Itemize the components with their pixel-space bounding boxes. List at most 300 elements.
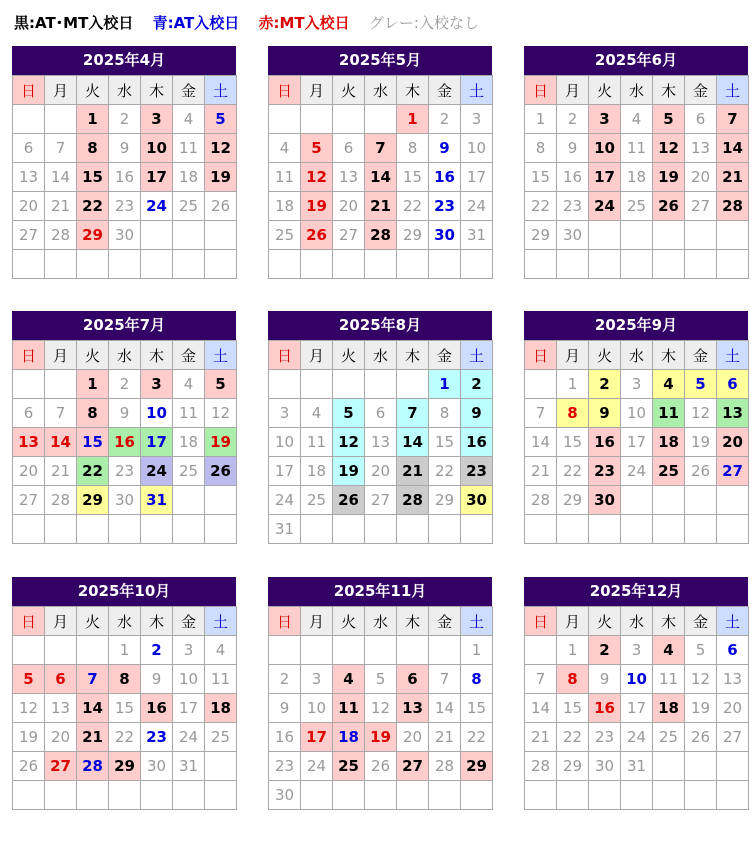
- legend-black: 黒:AT･MT入校日: [14, 14, 134, 32]
- day-cell: 4: [173, 105, 205, 134]
- empty-cell: [653, 486, 685, 515]
- day-cell-enrollment: 22: [77, 192, 109, 221]
- day-cell-enrollment: 18: [653, 428, 685, 457]
- weekday-header: 土: [205, 76, 237, 105]
- day-cell-enrollment: 3: [589, 105, 621, 134]
- day-cell: 18: [269, 192, 301, 221]
- day-cell: 26: [13, 752, 45, 781]
- weekday-header: 月: [301, 76, 333, 105]
- day-cell-enrollment: 27: [717, 457, 749, 486]
- day-cell-enrollment: 1: [429, 370, 461, 399]
- empty-cell: [205, 781, 237, 810]
- day-cell: 30: [269, 781, 301, 810]
- day-cell-enrollment: 13: [397, 694, 429, 723]
- weekday-header-row: [269, 607, 493, 636]
- day-cell: 24: [173, 723, 205, 752]
- week-row: [269, 221, 493, 250]
- empty-cell: [397, 636, 429, 665]
- weekday-header: 火: [77, 607, 109, 636]
- day-cell: 25: [621, 192, 653, 221]
- week-row: [269, 636, 493, 665]
- day-cell: 27: [685, 192, 717, 221]
- day-cell: 9: [109, 134, 141, 163]
- day-cell: 21: [429, 723, 461, 752]
- day-cell: 27: [333, 221, 365, 250]
- empty-cell: [205, 486, 237, 515]
- month-calendar: [12, 311, 236, 544]
- empty-cell: [45, 636, 77, 665]
- day-cell-enrollment: 8: [77, 134, 109, 163]
- day-cell: 14: [429, 694, 461, 723]
- empty-cell: [621, 250, 653, 279]
- day-cell: 2: [269, 665, 301, 694]
- empty-cell: [557, 781, 589, 810]
- weekday-header: 日: [269, 76, 301, 105]
- empty-cell: [13, 105, 45, 134]
- empty-cell: [429, 781, 461, 810]
- empty-cell: [397, 250, 429, 279]
- day-cell: 3: [173, 636, 205, 665]
- weekday-header-row: [269, 341, 493, 370]
- empty-cell: [333, 636, 365, 665]
- empty-cell: [621, 781, 653, 810]
- day-cell-enrollment: 11: [653, 399, 685, 428]
- day-cell: 25: [173, 192, 205, 221]
- empty-cell: [77, 250, 109, 279]
- week-row: [269, 665, 493, 694]
- weekday-header: 金: [429, 341, 461, 370]
- day-cell: 10: [269, 428, 301, 457]
- weekday-header: 木: [397, 76, 429, 105]
- week-row: [13, 163, 237, 192]
- month-calendar: [524, 311, 748, 544]
- week-row: [269, 134, 493, 163]
- day-cell-enrollment: 30: [429, 221, 461, 250]
- day-cell: 22: [397, 192, 429, 221]
- weekday-header: 木: [653, 607, 685, 636]
- month-calendar: [524, 46, 748, 279]
- empty-cell: [685, 752, 717, 781]
- empty-cell: [301, 370, 333, 399]
- day-cell: 19: [685, 428, 717, 457]
- day-cell: 21: [45, 457, 77, 486]
- day-cell: 7: [45, 134, 77, 163]
- empty-cell: [141, 781, 173, 810]
- day-cell-enrollment: 16: [109, 428, 141, 457]
- weekday-header-row: [525, 607, 749, 636]
- month-title: 2025年5月: [268, 46, 492, 75]
- day-cell: 10: [173, 665, 205, 694]
- day-cell-enrollment: 4: [333, 665, 365, 694]
- day-cell: 8: [525, 134, 557, 163]
- day-cell-enrollment: 10: [621, 665, 653, 694]
- day-cell-enrollment: 30: [461, 486, 493, 515]
- weekday-header: 土: [205, 341, 237, 370]
- day-cell-enrollment: 14: [717, 134, 749, 163]
- day-cell: 25: [269, 221, 301, 250]
- weekday-header: 水: [621, 607, 653, 636]
- week-row: [525, 105, 749, 134]
- day-cell-enrollment: 18: [653, 694, 685, 723]
- day-cell: 11: [653, 665, 685, 694]
- week-row: [13, 781, 237, 810]
- weekday-header: 木: [653, 76, 685, 105]
- week-row: [525, 694, 749, 723]
- day-cell: 23: [109, 457, 141, 486]
- weekday-header-row: [525, 76, 749, 105]
- weekday-header: 水: [621, 76, 653, 105]
- day-cell: 13: [685, 134, 717, 163]
- day-cell-enrollment: 3: [141, 105, 173, 134]
- day-cell: 23: [589, 723, 621, 752]
- day-cell: 6: [13, 399, 45, 428]
- day-cell: 21: [45, 192, 77, 221]
- weekday-header: 月: [45, 76, 77, 105]
- day-cell: 31: [461, 221, 493, 250]
- day-cell-enrollment: 16: [461, 428, 493, 457]
- weekday-header: 木: [653, 341, 685, 370]
- empty-cell: [333, 105, 365, 134]
- day-cell-enrollment: 28: [77, 752, 109, 781]
- weekday-header: 月: [45, 341, 77, 370]
- day-cell: 11: [173, 134, 205, 163]
- day-cell: 20: [13, 457, 45, 486]
- day-cell: 14: [525, 428, 557, 457]
- day-cell: 18: [301, 457, 333, 486]
- day-cell: 10: [301, 694, 333, 723]
- empty-cell: [429, 250, 461, 279]
- week-row: [13, 723, 237, 752]
- day-cell: 11: [269, 163, 301, 192]
- day-cell-enrollment: 29: [77, 486, 109, 515]
- day-cell-enrollment: 23: [461, 457, 493, 486]
- weekday-header-row: [13, 341, 237, 370]
- month-day-grid: [524, 340, 749, 544]
- week-row: [525, 221, 749, 250]
- day-cell-enrollment: 6: [717, 370, 749, 399]
- day-cell: 14: [525, 694, 557, 723]
- day-cell-enrollment: 12: [653, 134, 685, 163]
- weekday-header-row: [525, 341, 749, 370]
- weekday-header: 水: [365, 341, 397, 370]
- week-row: [13, 428, 237, 457]
- day-cell-enrollment: 15: [77, 163, 109, 192]
- weekday-header: 月: [301, 607, 333, 636]
- day-cell-enrollment: 28: [365, 221, 397, 250]
- week-row: [269, 723, 493, 752]
- day-cell: 13: [717, 665, 749, 694]
- day-cell: 5: [685, 636, 717, 665]
- day-cell: 4: [269, 134, 301, 163]
- day-cell-enrollment: 21: [397, 457, 429, 486]
- empty-cell: [77, 781, 109, 810]
- day-cell: 30: [589, 752, 621, 781]
- weekday-header: 土: [461, 341, 493, 370]
- week-row: [269, 486, 493, 515]
- empty-cell: [301, 105, 333, 134]
- month-day-grid: [268, 340, 493, 544]
- day-cell-enrollment: 2: [589, 370, 621, 399]
- week-row: [13, 105, 237, 134]
- day-cell-enrollment: 20: [717, 428, 749, 457]
- week-row: [13, 250, 237, 279]
- month-title: 2025年4月: [12, 46, 236, 75]
- day-cell: 30: [141, 752, 173, 781]
- week-row: [13, 515, 237, 544]
- empty-cell: [461, 250, 493, 279]
- empty-cell: [205, 515, 237, 544]
- day-cell: 28: [45, 486, 77, 515]
- day-cell: 24: [301, 752, 333, 781]
- day-cell: 2: [429, 105, 461, 134]
- day-cell-enrollment: 19: [333, 457, 365, 486]
- day-cell-enrollment: 9: [461, 399, 493, 428]
- day-cell: 17: [173, 694, 205, 723]
- weekday-header: 水: [621, 341, 653, 370]
- empty-cell: [525, 781, 557, 810]
- week-row: [525, 192, 749, 221]
- weekday-header: 金: [173, 607, 205, 636]
- empty-cell: [525, 370, 557, 399]
- week-row: [525, 250, 749, 279]
- weekday-header: 水: [109, 76, 141, 105]
- empty-cell: [269, 636, 301, 665]
- day-cell: 20: [45, 723, 77, 752]
- empty-cell: [717, 486, 749, 515]
- empty-cell: [621, 221, 653, 250]
- empty-cell: [173, 221, 205, 250]
- day-cell-enrollment: 17: [141, 163, 173, 192]
- empty-cell: [13, 515, 45, 544]
- empty-cell: [109, 781, 141, 810]
- week-row: [525, 457, 749, 486]
- empty-cell: [13, 781, 45, 810]
- day-cell: 15: [397, 163, 429, 192]
- empty-cell: [685, 781, 717, 810]
- day-cell: 17: [461, 163, 493, 192]
- day-cell-enrollment: 28: [717, 192, 749, 221]
- week-row: [269, 428, 493, 457]
- day-cell: 20: [685, 163, 717, 192]
- day-cell: 2: [109, 370, 141, 399]
- empty-cell: [717, 752, 749, 781]
- empty-cell: [525, 515, 557, 544]
- empty-cell: [45, 515, 77, 544]
- week-row: [525, 399, 749, 428]
- empty-cell: [557, 515, 589, 544]
- month-calendar: [524, 577, 748, 810]
- weekday-header: 金: [173, 76, 205, 105]
- day-cell: 4: [301, 399, 333, 428]
- legend: [14, 10, 493, 36]
- day-cell: 28: [525, 752, 557, 781]
- week-row: [269, 781, 493, 810]
- week-row: [269, 752, 493, 781]
- day-cell: 7: [45, 399, 77, 428]
- day-cell-enrollment: 13: [13, 428, 45, 457]
- day-cell: 18: [173, 428, 205, 457]
- day-cell: 13: [365, 428, 397, 457]
- weekday-header: 日: [525, 341, 557, 370]
- day-cell-enrollment: 21: [365, 192, 397, 221]
- empty-cell: [173, 486, 205, 515]
- day-cell: 12: [13, 694, 45, 723]
- empty-cell: [653, 250, 685, 279]
- day-cell: 31: [173, 752, 205, 781]
- weekday-header: 火: [77, 341, 109, 370]
- week-row: [13, 752, 237, 781]
- day-cell: 17: [269, 457, 301, 486]
- empty-cell: [653, 221, 685, 250]
- month-calendar: [268, 46, 492, 279]
- day-cell: 1: [461, 636, 493, 665]
- day-cell-enrollment: 2: [589, 636, 621, 665]
- day-cell-enrollment: 8: [461, 665, 493, 694]
- day-cell-enrollment: 7: [365, 134, 397, 163]
- day-cell: 15: [429, 428, 461, 457]
- weekday-header: 月: [45, 607, 77, 636]
- day-cell: 31: [621, 752, 653, 781]
- day-cell: 15: [557, 694, 589, 723]
- empty-cell: [109, 250, 141, 279]
- day-cell: 16: [109, 163, 141, 192]
- day-cell-enrollment: 26: [205, 457, 237, 486]
- day-cell: 22: [109, 723, 141, 752]
- weekday-header: 月: [557, 76, 589, 105]
- weekday-header: 木: [141, 607, 173, 636]
- weekday-header: 日: [13, 341, 45, 370]
- day-cell-enrollment: 7: [397, 399, 429, 428]
- day-cell: 12: [365, 694, 397, 723]
- day-cell: 30: [109, 486, 141, 515]
- month-title: 2025年12月: [524, 577, 748, 606]
- month-day-grid: [12, 606, 237, 810]
- month-day-grid: [524, 606, 749, 810]
- empty-cell: [301, 250, 333, 279]
- day-cell: 11: [301, 428, 333, 457]
- empty-cell: [77, 636, 109, 665]
- day-cell: 21: [525, 723, 557, 752]
- weekday-header: 日: [525, 76, 557, 105]
- week-row: [269, 694, 493, 723]
- empty-cell: [301, 515, 333, 544]
- day-cell-enrollment: 1: [397, 105, 429, 134]
- day-cell-enrollment: 10: [141, 399, 173, 428]
- weekday-header: 土: [717, 341, 749, 370]
- day-cell-enrollment: 6: [717, 636, 749, 665]
- day-cell: 15: [525, 163, 557, 192]
- day-cell-enrollment: 19: [301, 192, 333, 221]
- day-cell: 11: [205, 665, 237, 694]
- day-cell: 15: [109, 694, 141, 723]
- day-cell: 22: [429, 457, 461, 486]
- day-cell: 18: [621, 163, 653, 192]
- weekday-header: 日: [269, 341, 301, 370]
- month-title: 2025年10月: [12, 577, 236, 606]
- day-cell-enrollment: 17: [589, 163, 621, 192]
- empty-cell: [653, 515, 685, 544]
- day-cell: 28: [429, 752, 461, 781]
- empty-cell: [685, 486, 717, 515]
- empty-cell: [557, 250, 589, 279]
- weekday-header: 金: [429, 76, 461, 105]
- weekday-header: 火: [333, 76, 365, 105]
- empty-cell: [397, 515, 429, 544]
- month-title: 2025年6月: [524, 46, 748, 75]
- day-cell: 3: [461, 105, 493, 134]
- day-cell-enrollment: 24: [141, 192, 173, 221]
- week-row: [269, 399, 493, 428]
- legend-red: 赤:MT入校日: [258, 14, 350, 32]
- day-cell: 24: [269, 486, 301, 515]
- day-cell: 23: [109, 192, 141, 221]
- empty-cell: [141, 515, 173, 544]
- day-cell: 2: [109, 105, 141, 134]
- day-cell-enrollment: 1: [77, 370, 109, 399]
- weekday-header: 金: [173, 341, 205, 370]
- empty-cell: [109, 515, 141, 544]
- day-cell-enrollment: 24: [589, 192, 621, 221]
- day-cell: 24: [621, 723, 653, 752]
- empty-cell: [45, 105, 77, 134]
- day-cell: 24: [461, 192, 493, 221]
- week-row: [269, 250, 493, 279]
- day-cell-enrollment: 10: [589, 134, 621, 163]
- day-cell-enrollment: 7: [77, 665, 109, 694]
- weekday-header: 水: [365, 76, 397, 105]
- day-cell-enrollment: 13: [717, 399, 749, 428]
- weekday-header: 水: [109, 607, 141, 636]
- day-cell-enrollment: 9: [429, 134, 461, 163]
- day-cell: 20: [333, 192, 365, 221]
- day-cell-enrollment: 19: [653, 163, 685, 192]
- empty-cell: [653, 781, 685, 810]
- day-cell-enrollment: 19: [365, 723, 397, 752]
- day-cell-enrollment: 2: [141, 636, 173, 665]
- day-cell: 16: [557, 163, 589, 192]
- day-cell: 29: [557, 486, 589, 515]
- weekday-header: 木: [141, 76, 173, 105]
- month-title: 2025年9月: [524, 311, 748, 340]
- empty-cell: [365, 515, 397, 544]
- day-cell-enrollment: 12: [301, 163, 333, 192]
- empty-cell: [717, 781, 749, 810]
- day-cell: 30: [109, 221, 141, 250]
- day-cell: 1: [557, 370, 589, 399]
- day-cell-enrollment: 4: [653, 636, 685, 665]
- empty-cell: [621, 515, 653, 544]
- day-cell-enrollment: 5: [653, 105, 685, 134]
- month-day-grid: [268, 606, 493, 810]
- day-cell: 3: [269, 399, 301, 428]
- day-cell: 4: [621, 105, 653, 134]
- day-cell: 3: [621, 370, 653, 399]
- day-cell: 6: [13, 134, 45, 163]
- week-row: [269, 105, 493, 134]
- day-cell-enrollment: 28: [397, 486, 429, 515]
- month-title: 2025年8月: [268, 311, 492, 340]
- day-cell: 25: [205, 723, 237, 752]
- day-cell-enrollment: 2: [461, 370, 493, 399]
- day-cell: 26: [205, 192, 237, 221]
- day-cell-enrollment: 5: [301, 134, 333, 163]
- day-cell: 29: [557, 752, 589, 781]
- day-cell-enrollment: 25: [653, 457, 685, 486]
- empty-cell: [589, 250, 621, 279]
- day-cell-enrollment: 14: [77, 694, 109, 723]
- empty-cell: [45, 250, 77, 279]
- day-cell: 27: [13, 221, 45, 250]
